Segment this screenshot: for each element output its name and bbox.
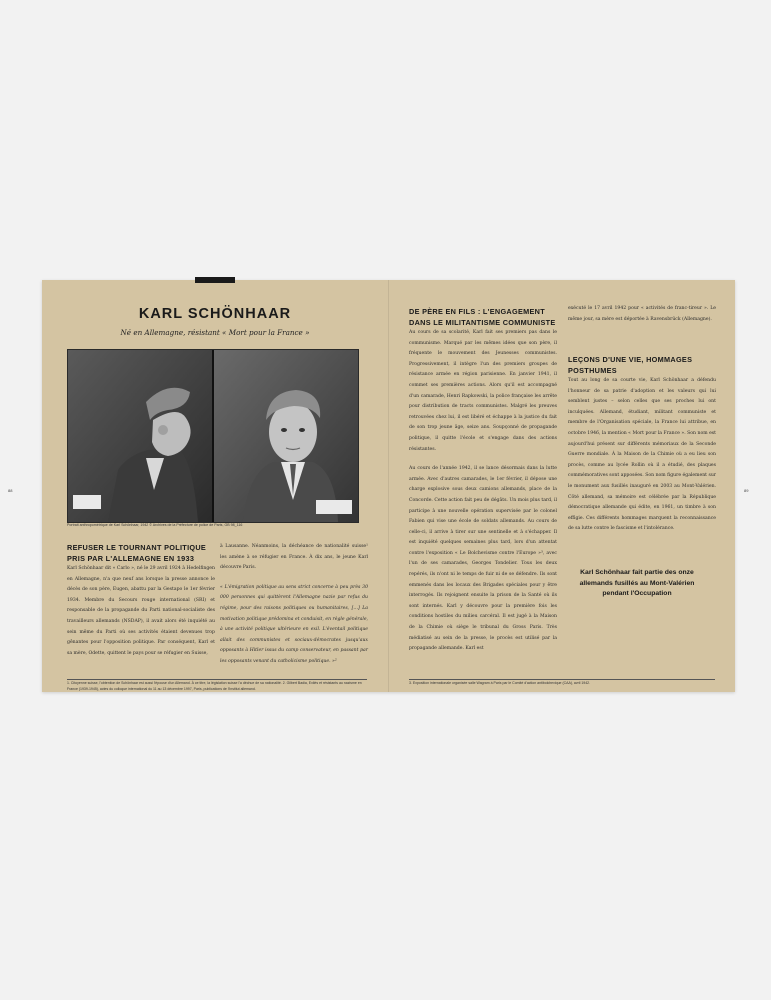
quotation: « L'émigration politique au sens strict concerne à peu près 30 000 personnes qui quittèrent l'Allemagne nazie par refus du régime, pour des raisons politiques ou humanitaires, […] La motivation politique prédomina et conduisit, en règle générale, à une activité politique ultérieure en exil. L'éventail politique allait des communistes et sociaux-démocrates jusqu'aux opposants à Hitler issus du camp conservateur, en passant par les opposants venant du catholicisme politique. »²: [220, 584, 368, 664]
page-number-left: 88: [8, 488, 13, 493]
photo-caption: Portrait anthropométrique de Karl Schönhaar, 1942 © Archives de la Préfecture de police de Paris, GB 98_116: [67, 523, 243, 527]
paragraph: Au cours de sa scolarité, Karl fait ses premiers pas dans le communisme. Marqué par les mêmes idées que son père, il fréquente le mouvement des Jeunesses communistes. Progressivement, il intègre l'un des premiers groupes de résistance armée en région parisienne. En janvier 1941, il commet ses premières actions. Alors qu'il est accompagné d'un camarade, Henri Rapkowski, la police française les arrête pour distribution de tracts communistes. Malgré les preuves retrouvées chez lui, il est libéré et échappe à la justice du fait de son trop jeune âge, seize ans. Soupçonné de propagande politique, il quitte l'école et s'engage dans des actions résistantes.: [409, 330, 557, 452]
footnote-right: 3. Exposition internationale organisée salle Wagram à Paris par le Comité d'action antibolchevique (CAA), avril 1942.: [409, 681, 591, 685]
right-page: [389, 280, 749, 692]
left-column-1: [67, 564, 215, 668]
section-heading-refuser: REFUSER LE TOURNANT POLITIQUE PRIS PAR L'ALLEMAGNE EN 1933: [67, 543, 207, 563]
page-subtitle: Né en Allemagne, résistant « Mort pour la France »: [120, 328, 310, 337]
mugshot-photo: [67, 349, 359, 523]
paragraph: à Lausanne. Néanmoins, la déchéance de nationalité suisse¹ les amène à se réfugier en France. À dix ans, le jeune Karl découvre Paris.: [220, 544, 368, 571]
pull-quote: Karl Schönhaar fait partie des onze allemands fusillés au Mont-Valérien pendant l'Occupation: [579, 569, 695, 597]
section-heading-lecons: LEÇONS D'UNE VIE, HOMMAGES POSTHUMES: [568, 355, 693, 375]
footnote-divider: [409, 679, 715, 680]
right-column-2: [568, 304, 716, 334]
page-title: KARL SCHÖNHAAR: [138, 306, 292, 322]
right-column-2b: [568, 376, 716, 544]
paragraph: Au cours de l'année 1942, il se lance désormais dans la lutte armée. Avec d'autres camarades, le 1er février, il dépose une charge explosive sous deux camions allemands, place de la Concorde. Cette action fait peu de dégâts. Un mois plus tard, il participe à une nouvelle opération supervisée par le colonel Fabien qui vise une école de soldats allemands. Au cours de celle-ci, il arrive à tirer sur une sentinelle et à s'échapper. Il est inquiété quelques semaines plus tard, lors d'un attentat contre l'exposition « Le Bolchevisme contre l'Europe »³, avec l'un de ses camarades, Georges Tondelier. Tous les deux repérés, ils n'ont ni le temps de fuir ni de se défendre. Ils sont emmenés dans les locaux des Brigades spéciales pour y être interrogés. Ils rejoignent ensuite la prison de la Santé où ils sont internés. Karl y découvre pour la première fois les conditions hostiles du milieu carcéral. Il est jugé à la Maison de la Chimie où siège le tribunal du Gross Paris. Très médiatisé au sein de la presse, le procès est utilisé par la propagande allemande. Karl est: [409, 466, 557, 652]
left-page: [8, 280, 388, 692]
footnotes-left: 1. Citoyenne suisse, l'obtention de Schönhaar est aussi l'épouse d'un Allemand. À ce titre, la législation suisse l'a déchue de sa nationalité. 2. Gilbert Badia, Exilés et résistants au nazisme en France (1939-1945), actes du colloque international du 11 au 13 décembre 1997, Paris, publications de l'Institut allemand.: [67, 681, 362, 691]
top-bar-mark: [195, 277, 235, 283]
footnote-divider: [67, 679, 367, 680]
mugshot-illustration: [68, 350, 358, 522]
left-column-2: [220, 542, 368, 677]
paragraph: Karl Schönhaar dit « Carlo », né le 29 avril 1924 à Hedelfingen en Allemagne, n'a que neuf ans lorsque la presse annonce le décès de son père, Eugen, abattu par la Gestapo le 1er février 1934. Membre du Secours rouge international (SRI) et responsable de la propagande du Parti national-socialiste des travailleurs allemands (NSDAP), il avait alors été inquiété au sein même du Parti où ses activités étaient devenues trop gênantes pour l'opposition politique. Par conséquent, Karl et sa mère, Odette, quittent le pays pour se réfugier en Suisse,: [67, 566, 215, 656]
right-column-1: [409, 328, 557, 664]
paragraph: Tout au long de sa courte vie, Karl Schönhaar a défendu l'honneur de sa patrie d'adoption et les valeurs qui lui semblent justes – selon celles que ses proches lui ont inculquées. Allemand, étudiant, militant communiste et membre de l'Organisation spéciale, la France lui attribue, en octobre 1946, la mention « Mort pour la France ». Son nom est aujourd'hui présent sur différents mémoriaux de la Seconde Guerre mondiale. À la Maison de la Chimie où a eu lieu son procès, comme au lycée Rollin où il a étudié, des plaques commémoratives sont apposées. Son nom figure également sur le monument aux fusillés inauguré en 2003 au Mont-Valérien. Côté allemand, sa mémoire est célébrée par la République démocratique allemande qui édite, en 1961, un timbre à son effigie. Ces différents hommages marquent la reconnaissance de sa lutte contre le fascisme et l'intolérance.: [568, 378, 716, 532]
section-heading-engagement: DE PÈRE EN FILS : L'ENGAGEMENT DANS LE MILITANTISME COMMUNISTE: [409, 307, 556, 327]
book-spread: [8, 280, 749, 692]
page-number-right: 89: [744, 488, 749, 493]
paragraph: exécuté le 17 avril 1942 pour « activités de franc-tireur ». Le même jour, sa mère est déportée à Ravensbrück (Allemagne).: [568, 306, 716, 322]
